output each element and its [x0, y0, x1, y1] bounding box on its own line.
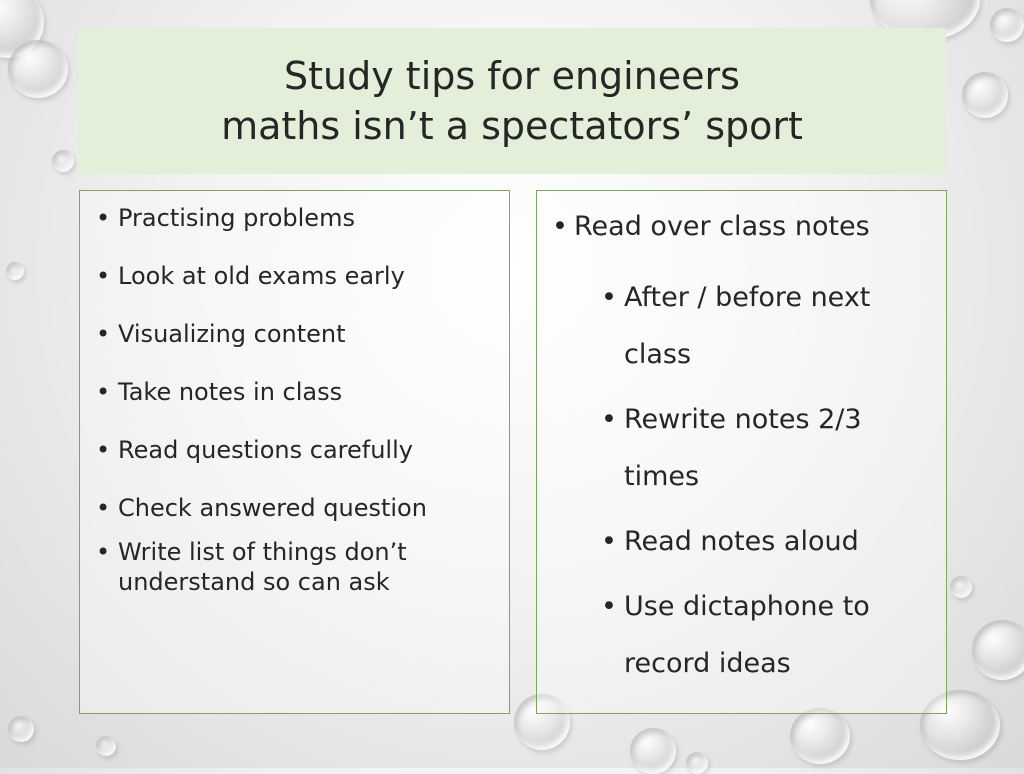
list-item: • Write list of things don’t understand so can ask [92, 537, 499, 597]
list-item: • Read questions carefully [92, 435, 499, 465]
list-heading-item: • Read over class notes [549, 207, 938, 247]
list-item: • Visualizing content [92, 319, 499, 349]
slide-title-line-1: Study tips for engineers [284, 54, 740, 98]
left-tips-list [80, 191, 509, 597]
water-droplet-decoration [96, 736, 116, 756]
water-droplet-decoration [8, 716, 34, 742]
water-droplet-decoration [52, 150, 74, 172]
water-droplet-decoration [990, 8, 1024, 42]
list-item: • Check answered question [92, 493, 499, 523]
title-box [78, 28, 946, 174]
water-droplet-decoration [686, 752, 708, 774]
list-subitem: • After / before next class [601, 269, 938, 383]
list-subitem: • Use dictaphone to record ideas [601, 578, 938, 692]
water-droplet-decoration [8, 40, 68, 98]
water-droplet-decoration [790, 708, 850, 764]
water-droplet-decoration [972, 620, 1024, 680]
water-droplet-decoration [630, 728, 676, 774]
water-droplet-decoration [962, 72, 1008, 118]
right-tips-panel [536, 190, 947, 714]
list-item: • Take notes in class [92, 377, 499, 407]
right-tips-list [537, 191, 946, 692]
slide-title-line-2: maths isn’t a spectators’ sport [221, 104, 803, 148]
water-droplet-decoration [6, 262, 24, 280]
left-tips-panel [79, 190, 510, 714]
list-subitem: • Read notes aloud [601, 513, 938, 570]
list-item: • Practising problems [92, 203, 499, 233]
list-subitem: • Rewrite notes 2/3 times [601, 391, 938, 505]
list-item: • Look at old exams early [92, 261, 499, 291]
water-droplet-decoration [950, 576, 972, 598]
